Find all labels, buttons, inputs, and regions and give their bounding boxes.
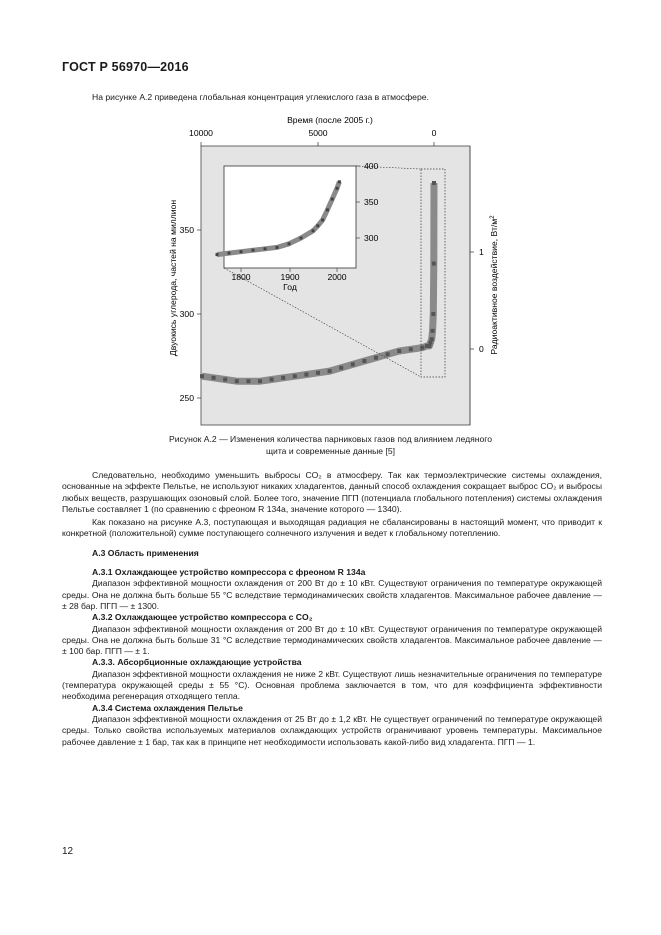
co2-main-point xyxy=(339,366,343,370)
co2-main-point xyxy=(281,376,285,380)
right-tick-1: 1 xyxy=(479,247,484,257)
heading-a33: А.3.3. Абсорбционные охлаждающие устройства xyxy=(92,657,302,668)
paragraph-radiation: Как показано на рисунке А.3, поступающая и выходящая радиация не сбалансированы в настоящий момент, что приводит к конкретной (положительной) сумме поступающего солнечного излучения и ведет к глобальному потеплению. xyxy=(62,517,602,539)
caption-line-1: Рисунок А.2 — Изменения количества парниковых газов под влиянием ледяного xyxy=(168,434,493,444)
top-tick-10000: 10000 xyxy=(189,128,213,138)
co2-main-point xyxy=(397,349,401,353)
page-number: 12 xyxy=(62,846,74,857)
inset-tick-1900: 1900 xyxy=(280,272,300,282)
document-header: ГОСТ Р 56970—2016 xyxy=(62,60,189,74)
co2-main-point xyxy=(362,359,366,363)
co2-figure xyxy=(0,0,661,460)
paragraph-a33: Диапазон эффективной мощности охлаждения не ниже 2 кВт. Существуют лишь незначительные ограничения по температуре (температура окружающей среды ± 55 °С). Основная проблема заключается в том, что для коэффициента эффективности необходима регенерация отходящего тепла. xyxy=(62,668,602,702)
co2-inset-point xyxy=(338,180,341,183)
co2-inset-point xyxy=(300,237,303,240)
inset-tick-300: 300 xyxy=(364,233,379,243)
left-tick-350: 350 xyxy=(179,225,194,235)
intro-text: На рисунке А.2 приведена глобальная концентрация углекислого газа в атмосфере. xyxy=(92,92,429,102)
co2-inset-point xyxy=(321,219,324,222)
inset-tick-350: 350 xyxy=(364,197,379,207)
inset-tick-2000: 2000 xyxy=(327,272,347,282)
left-tick-300: 300 xyxy=(179,309,194,319)
co2-main-point xyxy=(223,378,227,382)
co2-main-point xyxy=(200,374,204,378)
heading-a34: А.3.4 Система охлаждения Пельтье xyxy=(92,702,243,713)
co2-main-point xyxy=(328,369,332,373)
co2-main-point xyxy=(432,181,436,185)
co2-main-point xyxy=(293,374,297,378)
co2-main-point xyxy=(386,352,390,356)
paragraph-a31: Диапазон эффективной мощности охлаждения от 200 Вт до ± 10 кВт. Существуют ограничения по температуре окружающей среды. Она не должна быть больше 55 °С вследствие термодинамических свойств хладагентов. Максимальное рабочее давление — ± 28 бар. ПГП — ± 1300. xyxy=(62,578,602,611)
co2-main-point xyxy=(431,329,435,333)
left-ticks xyxy=(180,225,201,403)
caption-line-2: щита и современные данные [5] xyxy=(265,446,396,456)
co2-main-point xyxy=(304,373,308,377)
co2-inset-point xyxy=(276,246,279,249)
co2-main-point xyxy=(431,312,435,316)
co2-inset-point xyxy=(240,250,243,253)
paragraph-co2: Следовательно, необходимо уменьшить выбросы CO₂ в атмосферу. Так как термоэлектрические системы охлаждения, основанные на эффекте Пельтье, не используют никаких хладагентов, данный способ охлаждения сокращает выброс CO₂ и выбросы любых веществ, разрушающих озоновый слой. Более того, значение ПГП (потенциала глобального потепления) системы охлаждения Пельтье составляет 1 (по сравнению с фреоном R 134a, значение которого — 1340). xyxy=(62,470,602,514)
heading-a3: А.3 Область применения xyxy=(92,547,199,558)
co2-main-point xyxy=(316,371,320,375)
top-ticks xyxy=(189,128,437,146)
right-axis xyxy=(470,146,484,425)
co2-main-point xyxy=(430,337,434,341)
co2-inset-point xyxy=(216,253,219,256)
top-tick-5000: 5000 xyxy=(308,128,328,138)
co2-main-point xyxy=(409,347,413,351)
co2-inset-point xyxy=(288,242,291,245)
co2-main-point xyxy=(235,379,239,383)
right-tick-0: 0 xyxy=(479,344,484,354)
inset-tick-1800: 1800 xyxy=(231,272,251,282)
figure-caption xyxy=(0,433,661,457)
body-text xyxy=(62,470,602,748)
paragraph-a32: Диапазон эффективной мощности охлаждения от 200 Вт до ± 10 кВт. Существуют ограничения по температуре окружающей среды. Она не должна быть больше 31 °С вследствие термодинамических свойств хладагентов. Максимальное рабочее давление — ± 100 бар. ПГП — ± 1. xyxy=(62,623,602,657)
inset-xlabel: Год xyxy=(283,282,297,292)
heading-a32: А.3.2 Охлаждающее устройство компрессора с CO₂ xyxy=(92,612,313,623)
heading-a31: А.3.1 Охлаждающее устройство компрессора с фреоном R 134a xyxy=(92,567,366,578)
co2-main-point xyxy=(351,362,355,366)
co2-inset-point xyxy=(264,247,267,250)
co2-inset-point xyxy=(331,198,334,201)
co2-inset-point xyxy=(326,208,329,211)
co2-inset-point xyxy=(312,229,315,232)
right-axis-label: Радиоактивное воздействие, $Вт/м^2$ xyxy=(489,215,499,355)
co2-main-point xyxy=(258,379,262,383)
co2-main-point xyxy=(270,378,274,382)
co2-inset-point xyxy=(228,252,231,255)
co2-main-point xyxy=(212,376,216,380)
top-axis-label: Время (после 2005 г.) xyxy=(287,115,373,125)
co2-main-point xyxy=(246,379,250,383)
co2-inset-point xyxy=(316,224,319,227)
inset-tick-400: 400 xyxy=(364,161,379,171)
co2-main-point xyxy=(432,262,436,266)
left-axis-label: Двуокись углерода, частей на миллион xyxy=(168,199,178,357)
co2-inset-point xyxy=(252,249,255,252)
left-tick-250: 250 xyxy=(179,393,194,403)
co2-inset-point xyxy=(336,187,339,190)
co2-main-point xyxy=(374,356,378,360)
top-tick-0: 0 xyxy=(431,128,437,138)
paragraph-a34: Диапазон эффективной мощности охлаждения от 25 Вт до ± 1,2 кВт. Не существует ограничений по температуре окружающей среды. Только свойства используемых материалов охлаждающих устройств ограничивают уровень температуры. Максимальное рабочее давление ± 1 бар, так как в принципе нет необходимости использовать какой-либо вид хладагента. ПГП — 1. xyxy=(62,713,602,747)
